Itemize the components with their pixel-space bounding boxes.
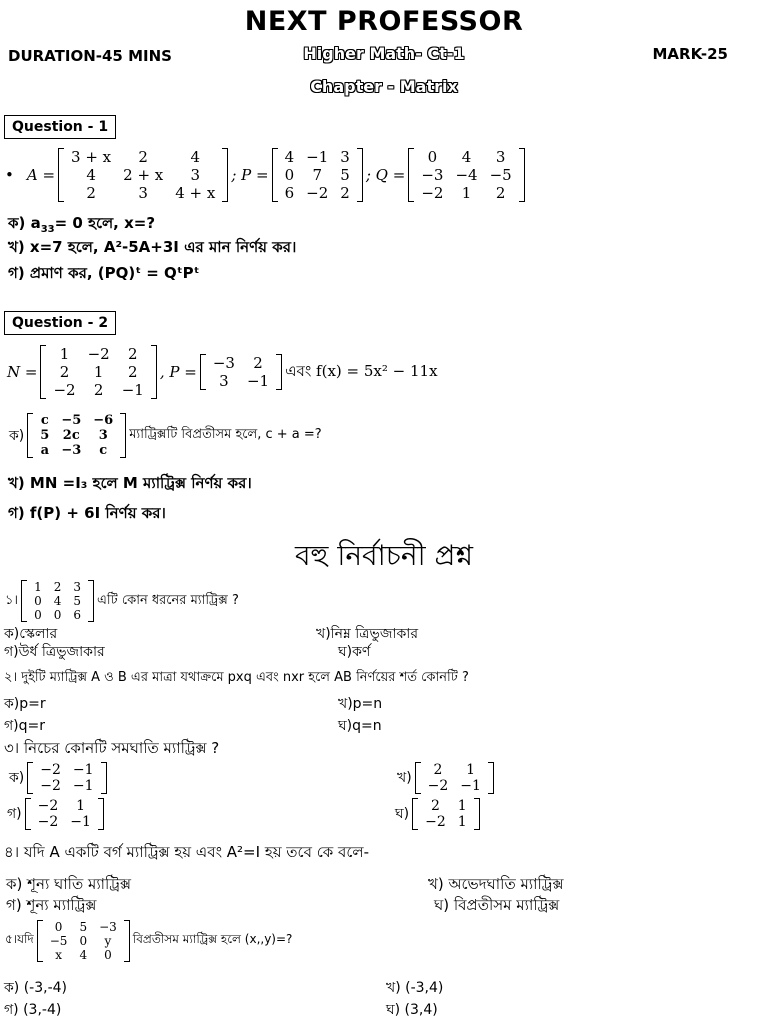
matrix-a <box>58 148 228 202</box>
mcq-3-gha-matrix <box>412 798 480 830</box>
matrix-p2 <box>200 354 282 390</box>
matrix-cell: −2 <box>306 184 329 202</box>
matrix-cell: 2 <box>53 580 62 594</box>
mcq-5-option-ga: গ) (3,-4) <box>4 1002 62 1018</box>
matrix-cell: −1 <box>246 372 270 390</box>
function-definition: এবং f(x) = 5x² − 11x <box>285 361 438 380</box>
matrix-cell: −4 <box>455 166 478 184</box>
matrix-cell: −3 <box>99 920 117 934</box>
matrix-cell: 2 <box>93 381 104 399</box>
mcq-1-option-gha: ঘ)কর্ণ <box>338 644 371 660</box>
matrix-cell: 4 <box>53 594 62 608</box>
matrix-cell: 2 <box>59 363 70 381</box>
matrix-cell: 7 <box>312 166 322 184</box>
matrix-cell: 2 <box>86 184 96 202</box>
matrix-cell: 2 <box>128 345 138 363</box>
subject-label: Higher Math- Ct-1 <box>303 44 465 63</box>
matrix-cell: 2 <box>433 762 443 778</box>
matrix-p2-name: , P = <box>159 363 197 381</box>
matrix-cell: c <box>99 443 108 458</box>
q1-matrices <box>2 148 525 202</box>
matrix-n-name: N = <box>7 363 38 381</box>
chapter-label: Chapter - Matrix <box>310 77 458 96</box>
matrix-cell: 1 <box>461 184 472 202</box>
matrix-cell: −1 <box>72 762 94 778</box>
matrix-cell: 5 <box>40 428 50 443</box>
matrix-cell: 1 <box>34 580 42 594</box>
mcq-3-option-ka: ক) −2 −1 −2 −1 <box>6 762 107 794</box>
mcq-5-option-ka: ক) (-3,-4) <box>4 980 67 996</box>
matrix-cell: 1 <box>76 798 86 814</box>
matrix-cell: 6 <box>73 608 82 622</box>
mcq-3-option-kha: খ) 2 1 −2 −1 <box>394 762 494 794</box>
q2-matrices <box>4 345 441 399</box>
matrix-cell: 2c <box>62 428 80 443</box>
matrix-cell: 1 <box>93 363 104 381</box>
matrix-cell: 4 <box>284 148 295 166</box>
matrix-cell: 3 + x <box>71 148 112 166</box>
matrix-cell: 0 <box>104 948 112 962</box>
page-title: NEXT PROFESSOR <box>244 6 524 37</box>
matrix-cell: −2 <box>425 814 446 830</box>
mark-label: MARK-25 <box>652 45 728 63</box>
mcq-5-option-gha: ঘ) (3,4) <box>386 1002 438 1018</box>
matrix-cell: 1 <box>59 345 70 363</box>
matrix-n <box>40 345 156 399</box>
matrix-p-name: ; P = <box>231 166 269 184</box>
mcq-1-option-ka: ক)স্কেলার <box>4 626 58 642</box>
matrix-cell: 4 <box>190 148 201 166</box>
matrix-cell: −3 <box>421 166 444 184</box>
matrix-cell: 2 + x <box>123 166 164 184</box>
q2-part-kha: খ) MN =I₃ হলে M ম্যাট্রিক্স নির্ণয় কর। <box>8 474 252 492</box>
matrix-cell: −2 <box>427 778 449 794</box>
matrix-cell: 3 <box>219 372 229 390</box>
matrix-cell: 0 <box>34 594 42 608</box>
matrix-cell: 2 <box>128 363 138 381</box>
matrix-cell: x <box>55 948 62 962</box>
matrix-cell: c <box>40 413 49 428</box>
mcq-5-option-kha: খ) (-3,4) <box>386 980 444 996</box>
matrix-cell: 3 <box>190 166 201 184</box>
matrix-cell: 0 <box>284 166 295 184</box>
matrix-cell: 1 <box>466 762 476 778</box>
matrix-cell: 5 <box>79 920 88 934</box>
matrix-cell: 3 <box>138 184 148 202</box>
matrix-cell: −2 <box>53 381 76 399</box>
matrix-cell: 1 <box>457 814 467 830</box>
q1-part-kha: খ) x=7 হলে, A²-5A+3I এর মান নির্ণয় কর। <box>8 238 297 256</box>
mcq-3-ka-matrix <box>27 762 106 794</box>
mcq-2-option-ga: গ)q=r <box>4 718 46 734</box>
matrix-cell: −3 <box>212 354 235 372</box>
matrix-cell: −1 <box>70 814 91 830</box>
mcq-5-question: ৫।যদি 0 5 −3 −5 0 y x 4 0 বিপ্রতীসম ম্যাট্রিক্স হলে (x,,y)=? <box>5 920 293 962</box>
matrix-cell: 3 <box>73 580 82 594</box>
mcq-4-option-gha: ঘ) বিপ্রতীসম ম্যাট্রিক্স <box>434 896 560 914</box>
matrix-cell: −2 <box>37 798 59 814</box>
matrix-cell: a <box>40 443 49 458</box>
matrix-cell: −1 <box>72 778 94 794</box>
matrix-cell: 5 <box>340 166 350 184</box>
matrix-q <box>408 148 524 202</box>
matrix-cell: −2 <box>40 778 61 794</box>
mcq-4-option-ka: ক) শূন্য ঘাতি ম্যাট্রিক্স <box>6 875 131 893</box>
mcq-2-option-ka: ক)p=r <box>4 696 46 712</box>
matrix-cell: 0 <box>427 148 438 166</box>
matrix-cell: −1 <box>306 148 329 166</box>
mcq-2-option-kha: খ)p=n <box>338 696 383 712</box>
mcq-4-option-ga: গ) শূন্য ম্যাট্রিক্স <box>6 896 97 914</box>
mcq-3-option-ga: গ) −2 1 −2 −1 <box>4 798 104 830</box>
matrix-cell: −6 <box>93 413 114 428</box>
matrix-cell: 2 <box>430 798 440 814</box>
matrix-cell: −1 <box>121 381 144 399</box>
matrix-cell: 4 <box>86 166 96 184</box>
matrix-cell: 2 <box>253 354 263 372</box>
matrix-cell: −5 <box>61 413 82 428</box>
mcq-1-option-kha: খ)নিম্ন ত্রিভুজাকার <box>316 626 419 642</box>
matrix-cell: 4 <box>79 948 88 962</box>
duration-label: DURATION-45 MINS <box>8 47 172 65</box>
mcq-3-ga-matrix <box>25 798 104 830</box>
mcq-2-question: ২। দুইটি ম্যাট্রিক্স A ও B এর মাত্রা যথাক্রমে pxq এবং nxr হলে AB নির্ণয়ের শর্ত কোনটি ? <box>4 670 469 685</box>
matrix-p <box>272 148 363 202</box>
matrix-cell: 0 <box>53 608 62 622</box>
matrix-cell: 2 <box>495 184 506 202</box>
q2-part-ga: গ) f(P) + 6I নির্ণয় কর। <box>8 504 166 522</box>
matrix-cell: y <box>104 934 112 948</box>
matrix-cell: −3 <box>61 443 82 458</box>
matrix-cell: 0 <box>54 920 63 934</box>
matrix-cell: 4 + x <box>175 184 216 202</box>
matrix-m <box>27 413 126 458</box>
matrix-cell: 4 <box>461 148 472 166</box>
mcq-4-question: ৪। যদি A একটি বর্গ ম্যাট্রিক্স হয় এবং A²=I হয় তবে কে বলে- <box>4 843 370 861</box>
bullet: • <box>5 166 14 184</box>
matrix-cell: 2 <box>340 184 350 202</box>
mcq-1-matrix <box>21 580 94 622</box>
mcq-2-option-gha: ঘ)q=n <box>338 718 382 734</box>
mcq-1-question: ১। 1 2 3 0 4 5 0 0 6 এটি কোন ধরনের ম্যাট্রিক্স ? <box>5 580 239 622</box>
matrix-cell: 1 <box>457 798 467 814</box>
matrix-a-name: A = <box>26 166 56 184</box>
matrix-q-name: ; Q = <box>365 166 406 184</box>
question-1-label: Question - 1 <box>4 115 116 139</box>
mcq-1-option-ga: গ)উর্ধ ত্রিভুজাকার <box>4 644 105 660</box>
matrix-cell: 5 <box>73 594 82 608</box>
matrix-cell: 2 <box>138 148 148 166</box>
q1-part-ga: গ) প্রমাণ কর, (PQ)ᵗ = QᵗPᵗ <box>8 264 200 282</box>
question-2-label: Question - 2 <box>4 311 116 335</box>
matrix-cell: −1 <box>460 778 481 794</box>
mcq-5-matrix <box>37 920 130 962</box>
matrix-cell: 6 <box>284 184 295 202</box>
matrix-cell: −2 <box>421 184 444 202</box>
mcq-3-option-gha: ঘ) 2 1 −2 1 <box>392 798 480 830</box>
matrix-cell: 3 <box>98 428 108 443</box>
mcq-3-kha-matrix <box>415 762 494 794</box>
matrix-cell: 3 <box>495 148 506 166</box>
mcq-heading: বহু নির্বাচনী প্রশ্ন <box>294 539 474 572</box>
q2-part-ka: ক) c −5 −6 5 2c 3 a −3 c ম্যাট্রিক্সটি বিপ্রতীসম হলে, c + a =? <box>9 413 322 458</box>
mcq-3-question: ৩। নিচের কোনটি সমঘাতি ম্যাট্রিক্স ? <box>4 739 220 757</box>
matrix-cell: 3 <box>340 148 350 166</box>
matrix-cell: 0 <box>79 934 88 948</box>
matrix-cell: −5 <box>49 934 68 948</box>
matrix-cell: −2 <box>87 345 110 363</box>
matrix-cell: 0 <box>34 608 42 622</box>
matrix-cell: −2 <box>40 762 61 778</box>
matrix-cell: −2 <box>37 814 59 830</box>
matrix-cell: −5 <box>489 166 512 184</box>
mcq-4-option-kha: খ) অভেদঘাতি ম্যাট্রিক্স <box>428 875 564 893</box>
q1-part-ka: ক) $a_{33}= 0$ হলে, x=? <box>8 214 156 235</box>
